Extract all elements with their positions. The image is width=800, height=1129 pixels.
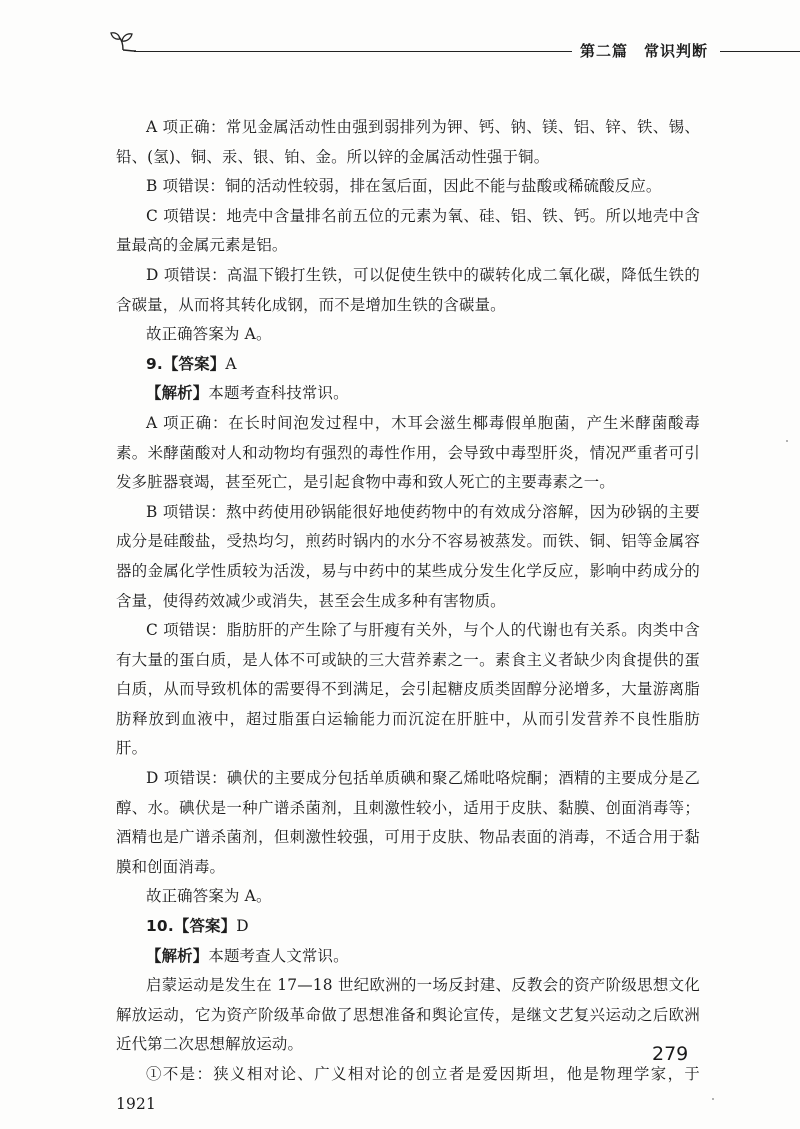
scan-speck: [712, 1098, 714, 1100]
header-rule-left: [134, 51, 572, 52]
paragraph: ①不是：狭义相对论、广义相对论的创立者是爱因斯坦，他是物理学家，于 1921: [116, 1065, 700, 1113]
paragraph: 启蒙运动是发生在 17—18 世纪欧洲的一场反封建、反教会的资产阶级思想文化解放运动，它为资产阶级革命做了思想准备和舆论宣传，是继文艺复兴运动之后欧洲近代第二次思想解放运动。: [116, 976, 700, 1054]
answer-heading: 10.【答案】D: [146, 917, 249, 936]
page-number: 279: [652, 1043, 689, 1065]
paragraph: C 项错误：地壳中含量排名前五位的元素为氧、硅、铝、铁、钙。所以地壳中含量最高的金属元素是铝。: [116, 206, 700, 255]
paragraph: 故正确答案为 A。: [146, 325, 272, 344]
scan-speck: [786, 440, 788, 442]
paragraph: B 项错误：熬中药使用砂锅能很好地使药物中的有效成分溶解，因为砂锅的主要成分是硅酸盐，受热均匀，煎药时锅内的水分不容易被蒸发。而铁、铜、铝等金属容器的金属化学性质较为活泼，易与中药中的某些成分发生化学反应，影响中药成分的含量，使得药效减少或消失，甚至会生成多种有害物质。: [116, 502, 700, 610]
paragraph: D 项错误：碘伏的主要成分包括单质碘和聚乙烯吡咯烷酮；酒精的主要成分是乙醇、水。碘伏是一种广谱杀菌剂，且刺激性较小，适用于皮肤、黏膜、创面消毒等；酒精也是广谱杀菌剂，但刺激性较强，可用于皮肤、物品表面的消毒，不适合用于黏膜和创面消毒。: [116, 769, 700, 876]
analysis-heading: 【解析】本题考查科技常识。: [146, 384, 349, 403]
section-title: 第二篇 常识判断: [580, 42, 709, 60]
paragraph: 故正确答案为 A。: [146, 887, 272, 906]
answer-heading: 9.【答案】A: [146, 354, 237, 373]
paragraph: A 项正确：常见金属活动性由强到弱排列为钾、钙、钠、镁、铝、锌、铁、锡、铅、(氢)、铜、汞、银、铂、金。所以锌的金属活动性强于铜。: [116, 118, 700, 166]
paragraph: B 项错误：铜的活动性较弱，排在氢后面，因此不能与盐酸或稀硫酸反应。: [146, 177, 662, 196]
analysis-heading: 【解析】本题考查人文常识。: [146, 946, 349, 965]
running-header: [110, 28, 800, 68]
sprout-icon: [110, 28, 150, 58]
header-rule-right: [720, 51, 800, 52]
paragraph: D 项错误：高温下锻打生铁，可以促使生铁中的碳转化成二氧化碳，降低生铁的含碳量，从而将其转化成钢，而不是增加生铁的含碳量。: [116, 265, 700, 314]
answer-explanations: [116, 113, 700, 1119]
paragraph: C 项错误：脂肪肝的产生除了与肝瘦有关外，与个人的代谢也有关系。肉类中含有大量的蛋白质，是人体不可或缺的三大营养素之一。素食主义者缺少肉食提供的蛋白质，从而导致机体的需要得不到满足，会引起糖皮质类固醇分泌增多，大量游离脂肪释放到血液中，超过脂蛋白运输能力而沉淀在肝脏中，从而引发营养不良性脂肪肝。: [116, 621, 700, 758]
paragraph: A 项正确：在长时间泡发过程中，木耳会滋生椰毒假单胞菌，产生米酵菌酸毒素。米酵菌酸对人和动物均有强烈的毒性作用，会导致中毒型肝炎，情况严重者可引发多脏器衰竭，甚至死亡，是引起食物中毒和致人死亡的主要毒素之一。: [116, 413, 700, 492]
